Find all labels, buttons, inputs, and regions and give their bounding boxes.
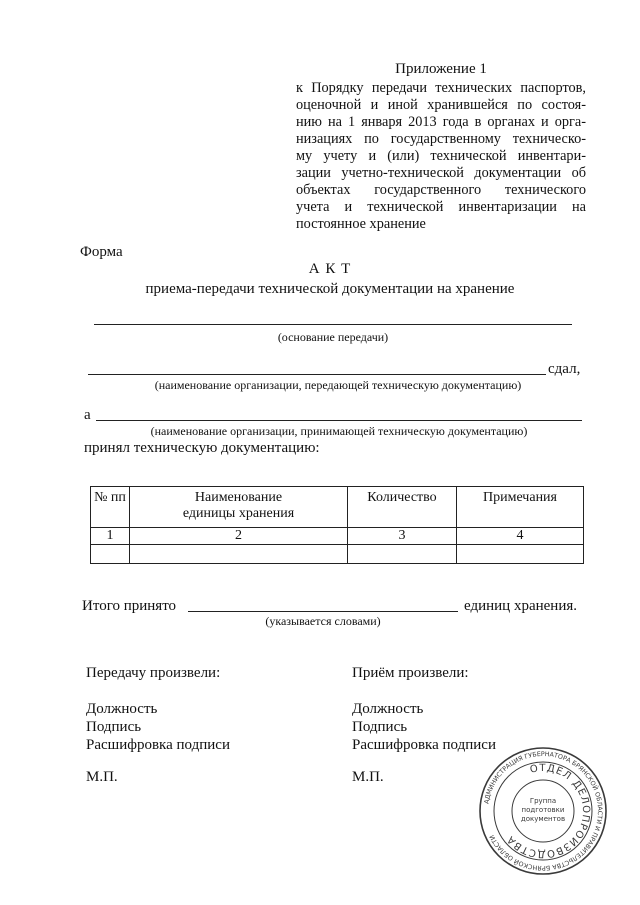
total-line[interactable] <box>188 611 458 612</box>
act-title: А К Т <box>308 261 352 277</box>
table-header-row <box>91 487 584 528</box>
right-signature: Подпись <box>352 719 408 735</box>
stamp-center-line: подготовки <box>521 806 565 814</box>
appendix-block <box>296 60 586 233</box>
department-stamp <box>478 746 608 876</box>
column-number-cell: 1 <box>91 528 130 545</box>
header-number: № пп <box>91 487 130 528</box>
right-decode: Расшифровка подписи <box>352 737 496 753</box>
total-label: Итого принято <box>82 598 177 614</box>
appendix-line: нию на 1 января 2013 года в органах и орга- <box>296 114 586 130</box>
handing-org-line[interactable] <box>88 374 546 375</box>
column-number-cell: 2 <box>130 528 348 545</box>
handing-org-caption: (наименование организации, передающей техническую документацию) <box>154 378 522 392</box>
header-name: Наименование единицы хранения <box>130 487 348 528</box>
stamp-outer-text: АДМИНИСТРАЦИЯ ГУБЕРНАТОРА БРЯНСКОЙ ОБЛАСТИ И ПРАВИТЕЛЬСТВА БРЯНСКОЙ ОБЛАСТИ <box>483 750 604 872</box>
transfer-heading: Передачу произвели: <box>86 665 221 681</box>
handed-over-word: сдал, <box>548 361 581 377</box>
table-cell[interactable] <box>348 545 457 564</box>
appendix-title: Приложение 1 <box>395 61 487 77</box>
left-position: Должность <box>86 701 158 717</box>
column-number-cell: 3 <box>348 528 457 545</box>
table-cell[interactable] <box>91 545 130 564</box>
table-row <box>91 528 584 545</box>
total-suffix: единиц хранения. <box>464 598 577 614</box>
acceptance-heading: Приём произвели: <box>352 665 469 681</box>
table-cell[interactable] <box>457 545 584 564</box>
accepted-text: принял техническую документацию: <box>84 440 320 456</box>
receiving-org-caption: (наименование организации, принимающей техническую документацию) <box>150 424 528 438</box>
appendix-line: оценочной и иной хранившейся по состоя- <box>296 97 586 113</box>
act-subtitle: приема-передачи технической документации на хранение <box>145 281 515 297</box>
total-caption: (указывается словами) <box>265 614 381 628</box>
left-signature: Подпись <box>86 719 142 735</box>
appendix-line: зации учетно-технической документации об <box>296 165 586 181</box>
right-seal: М.П. <box>352 769 384 785</box>
stamp-center-line: Группа <box>529 797 557 805</box>
basis-line[interactable] <box>94 324 572 325</box>
appendix-line: постоянное хранение <box>296 216 426 232</box>
left-decode: Расшифровка подписи <box>86 737 230 753</box>
appendix-line: учета и технической инвентаризации на <box>296 199 586 215</box>
left-seal: М.П. <box>86 769 118 785</box>
appendix-line: низациях по государственному техническо- <box>296 131 586 147</box>
receiving-org-line[interactable] <box>96 420 582 421</box>
column-number-cell: 4 <box>457 528 584 545</box>
table-cell[interactable] <box>130 545 348 564</box>
documents-table <box>90 486 584 564</box>
appendix-line: объектах государственного технического <box>296 182 586 198</box>
and-word: а <box>84 407 91 423</box>
appendix-line: му учету и (или) технической инвентари- <box>296 148 586 164</box>
form-label: Форма <box>80 244 123 260</box>
stamp-ring-text: ОТДЕЛ ДЕЛОПРОИЗВОДСТВА <box>504 762 592 860</box>
header-quantity: Количество <box>348 487 457 528</box>
header-notes: Примечания <box>457 487 584 528</box>
basis-caption: (основание передачи) <box>277 330 389 344</box>
appendix-line: к Порядку передачи технических паспортов, <box>296 80 586 96</box>
right-position: Должность <box>352 701 424 717</box>
stamp-center-line: документов <box>520 815 566 823</box>
table-row[interactable] <box>91 545 584 564</box>
